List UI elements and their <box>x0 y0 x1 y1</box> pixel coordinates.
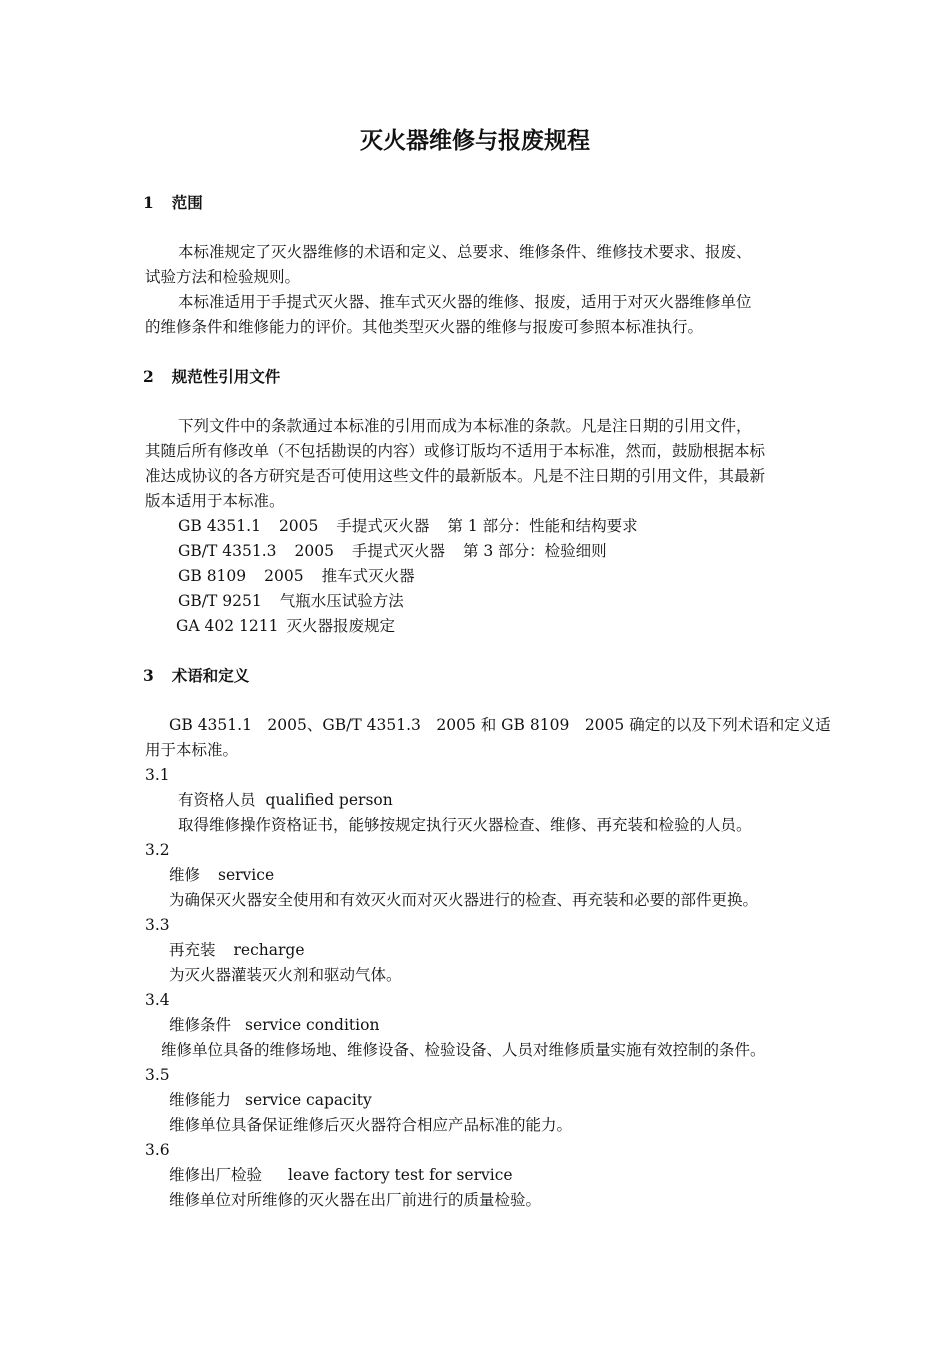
term-number: 3.3 <box>145 916 170 934</box>
reference-title: 气瓶水压试验方法 <box>279 592 404 610</box>
term-en: service capacity <box>245 1091 372 1109</box>
reference-code: GB/T 9251 <box>178 592 262 610</box>
term-definition: 维修单位具备保证维修后灭火器符合相应产品标准的能力。 <box>169 1116 573 1134</box>
term-en: recharge <box>233 941 305 959</box>
section-title: 术语和定义 <box>171 666 250 685</box>
term-zh: 维修出厂检验 <box>169 1166 263 1184</box>
term-number: 3.2 <box>145 841 170 859</box>
paragraph-line: 本标准规定了灭火器维修的术语和定义、总要求、维修条件、维修技术要求、报废、 <box>178 243 752 261</box>
term-definition: 取得维修操作资格证书，能够按规定执行灭火器检查、维修、再充装和检验的人员。 <box>178 816 752 834</box>
section-3-heading <box>143 666 249 686</box>
term-definition: 为灭火器灌装灭火剂和驱动气体。 <box>169 966 402 984</box>
term-name <box>169 1165 513 1185</box>
paragraph-line: 下列文件中的条款通过本标准的引用而成为本标准的条款。凡是注日期的引用文件， <box>178 417 752 435</box>
paragraph-line: 其随后所有修改单（不包括勘误的内容）或修订版均不适用于本标准，然而，鼓励根据本标 <box>145 442 766 460</box>
reference-item <box>178 591 404 611</box>
section-2-heading <box>143 367 280 387</box>
term-name <box>178 790 393 810</box>
reference-title: 灭火器报废规定 <box>286 617 395 635</box>
section-1-heading <box>143 193 203 213</box>
term-number: 3.4 <box>145 991 170 1009</box>
term-en: qualified person <box>265 791 393 809</box>
reference-title: 推车式灭火器 <box>321 567 415 585</box>
reference-title: 手提式灭火器 <box>336 517 430 535</box>
section-title: 规范性引用文件 <box>171 367 281 386</box>
section-number: 3 <box>143 666 154 685</box>
reference-year: 2005 <box>264 567 304 585</box>
term-definition: 维修单位对所维修的灭火器在出厂前进行的质量检验。 <box>169 1191 542 1209</box>
term-zh: 维修 <box>169 866 201 884</box>
paragraph-line: GB 4351.1 2005、GB/T 4351.3 2005 和 GB 8109 2005 确定的以及下列术语和定义适 <box>169 716 831 734</box>
term-number: 3.6 <box>145 1141 170 1159</box>
reference-item <box>178 516 638 536</box>
reference-year: 2005 <box>294 542 334 560</box>
reference-title: 手提式灭火器 <box>351 542 445 560</box>
reference-item <box>178 541 607 561</box>
paragraph-line: 版本适用于本标准。 <box>145 492 285 510</box>
term-zh: 维修能力 <box>169 1091 232 1109</box>
reference-year: 2005 <box>278 517 319 535</box>
reference-item <box>176 616 395 636</box>
reference-code: GB 4351.1 <box>178 517 261 535</box>
paragraph-line: 本标准适用于手提式灭火器、推车式灭火器的维修、报废，适用于对灭火器维修单位 <box>178 293 752 311</box>
term-name <box>169 1090 372 1110</box>
term-name <box>169 940 305 960</box>
reference-code: GA 402 1211 <box>176 617 279 635</box>
term-zh: 维修条件 <box>169 1016 232 1034</box>
term-en: service condition <box>245 1016 380 1034</box>
paragraph-line: 用于本标准。 <box>145 741 239 759</box>
term-zh: 有资格人员 <box>178 791 256 809</box>
reference-code: GB/T 4351.3 <box>178 542 277 560</box>
term-number: 3.5 <box>145 1066 170 1084</box>
term-name <box>169 1015 379 1035</box>
section-number: 1 <box>143 193 154 212</box>
term-en: leave factory test for service <box>288 1166 513 1184</box>
term-definition: 维修单位具备的维修场地、维修设备、检验设备、人员对维修质量实施有效控制的条件。 <box>161 1041 766 1059</box>
reference-code: GB 8109 <box>178 567 247 585</box>
paragraph-line: 的维修条件和维修能力的评价。其他类型灭火器的维修与报废可参照本标准执行。 <box>145 318 704 336</box>
reference-part: 第 3 部分：检验细则 <box>462 542 607 560</box>
term-zh: 再充装 <box>169 941 216 959</box>
reference-part: 第 1 部分：性能和结构要求 <box>447 517 638 535</box>
term-name <box>169 865 274 885</box>
paragraph-line: 试验方法和检验规则。 <box>145 268 301 286</box>
document-title: 灭火器维修与报废规程 <box>360 127 590 154</box>
paragraph-line: 准达成协议的各方研究是否可使用这些文件的最新版本。凡是不注日期的引用文件，其最新 <box>145 467 766 485</box>
section-title: 范围 <box>171 193 203 212</box>
section-number: 2 <box>143 367 154 386</box>
term-en: service <box>218 866 275 884</box>
term-number: 3.1 <box>145 766 170 784</box>
term-definition: 为确保灭火器安全使用和有效灭火而对灭火器进行的检查、再充装和必要的部件更换。 <box>169 891 759 909</box>
reference-item <box>178 566 415 586</box>
